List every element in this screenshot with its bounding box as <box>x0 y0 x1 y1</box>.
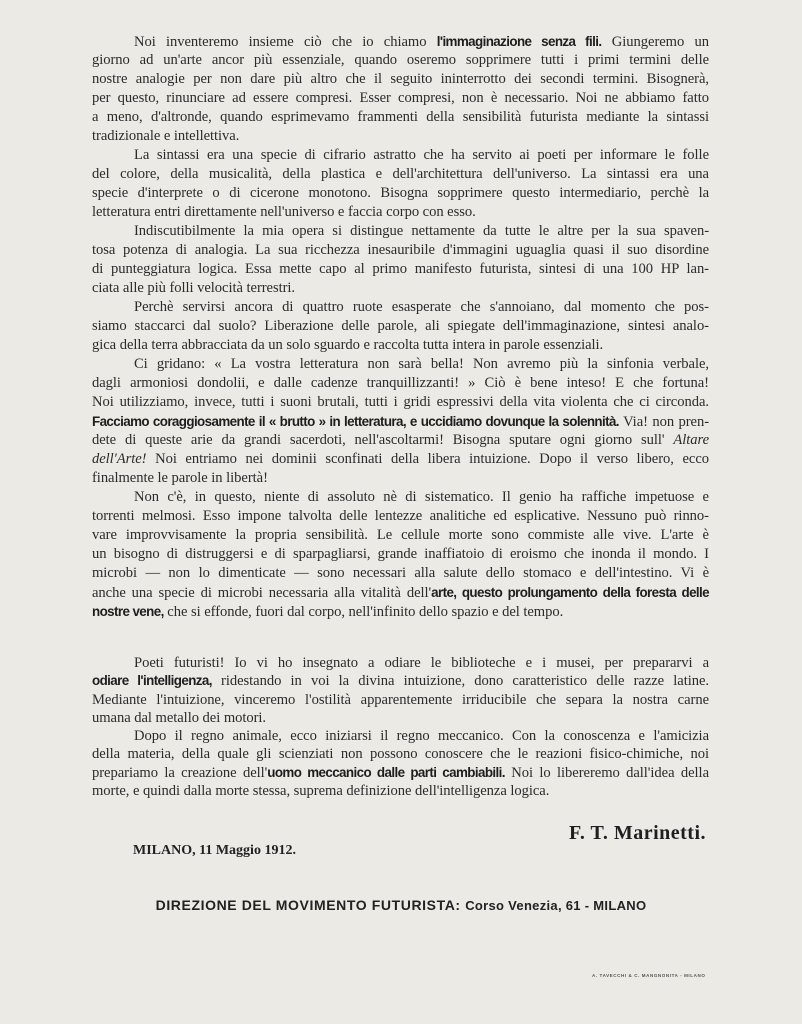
text-line <box>92 727 709 745</box>
text-segment: siamo staccarci dal suolo? Liberazione delle parole, ali spiegate dell'immaginazione, sintesi analo- <box>92 318 709 334</box>
text-line <box>92 507 709 526</box>
text-line <box>92 709 709 727</box>
direction-label: DIREZIONE DEL MOVIMENTO FUTURISTA: <box>155 897 461 913</box>
text-segment: Mediante l'intuizione, vinceremo l'ostilità apparentemente irriducibile che separa la nostra carne <box>92 691 709 708</box>
text-segment: anche una specie di microbi necessaria alla vitalità dell' <box>92 585 432 601</box>
italic-emphasis: dell'Arte! <box>92 451 147 467</box>
text-line <box>92 431 709 450</box>
text-segment: Indiscutibilmente la mia opera si distingue nettamente da tutte le altre per la sua spaven- <box>134 223 709 239</box>
manifesto-body-part-1 <box>92 32 709 621</box>
manifesto-body-part-2 <box>92 654 709 800</box>
text-segment: Noi utilizziamo, invece, tutti i suoni brutali, tutti i gridi espressivi della vita violenta che ci circonda. <box>92 394 709 410</box>
text-line <box>92 165 709 184</box>
text-line <box>92 764 709 782</box>
paragraph <box>92 146 709 222</box>
text-line <box>92 355 709 374</box>
text-segment: Via! non pren- <box>618 414 710 430</box>
author-signature: F. T. Marinetti. <box>568 822 706 844</box>
text-line <box>92 672 709 690</box>
text-segment: La sintassi era una specie di cifrario astratto che ha servito ai poeti per informare le folle <box>134 147 709 163</box>
text-segment: Ci gridano: « La vostra letteratura non sarà bella! Non avremo più la sinfonia verbale, <box>134 356 709 372</box>
text-line <box>92 108 709 127</box>
text-segment: vare improvvisamente la propria sensibilità. Le cellule morte sono commiste alle vive. L'arte è <box>92 527 709 543</box>
paragraph <box>92 298 709 355</box>
bold-emphasis: arte, questo prolungamento della foresta delle <box>431 585 709 600</box>
text-line <box>92 691 709 709</box>
text-segment: dagli armoniosi dondolii, e dalle cadenze tranquillizzanti! » Ciò è bene inteso! E che fortuna! <box>92 375 709 391</box>
text-segment: dete di queste arie da grandi sacerdoti, nell'ascoltarmi! Bisogna sputare ogni giorno sull' <box>92 432 674 448</box>
text-line <box>92 184 709 203</box>
text-segment: prepariamo la creazione dell' <box>92 764 268 781</box>
text-segment: torrenti melmosi. Esso impone talvolta delle lentezze analitiche ed esplicative. Nessuno può rinno- <box>92 508 709 524</box>
text-line <box>92 146 709 165</box>
paragraph <box>92 654 709 727</box>
text-segment: della materia, della quale gli scienziati non possono conoscere che le reazioni fisico-chimiche, noi <box>92 746 709 763</box>
text-segment: Giungeremo un <box>601 34 709 50</box>
text-segment: Dopo il regno animale, ecco iniziarsi il regno meccanico. Con la conoscenza e l'amicizia <box>134 728 709 745</box>
direction-street: Corso Venezia, 61 - MILANO <box>465 898 647 913</box>
direction-address <box>0 897 802 913</box>
bold-emphasis: uomo meccanico dalle parti cambiabili. <box>267 764 505 780</box>
text-line <box>92 70 709 89</box>
text-segment: morte, e quindi dalla morte stessa, suprema definizione dell'intelligenza logica. <box>92 783 550 800</box>
bold-emphasis: l'immaginazione senza fili. <box>436 34 602 49</box>
text-line <box>92 127 709 146</box>
text-segment: giorno ad un'arte ancor più essenziale, quando oseremo sopprimere tutti i primi termini delle <box>92 52 709 68</box>
paragraph <box>92 727 709 800</box>
text-line <box>92 89 709 108</box>
text-segment: un bisogno di distruggersi e di sparpagliarsi, grande inaffiatoio di eroismo che inonda il mondo. I <box>92 546 709 562</box>
text-line <box>92 545 709 564</box>
text-line <box>92 241 709 260</box>
text-line <box>92 32 709 51</box>
text-segment: tradizionale e intellettiva. <box>92 128 240 144</box>
text-line <box>92 317 709 336</box>
text-segment: Perchè servirsi ancora di quattro ruote esasperate che s'annoiano, dal momento che pos- <box>134 299 709 315</box>
bold-emphasis: Facciamo coraggiosamente il « brutto » in letteratura, e uccidiamo dovunque la solennità. <box>92 414 619 429</box>
bold-emphasis: odiare l'intelligenza, <box>92 673 212 689</box>
text-segment: letteratura entri direttamente nell'universo e faccia corpo con esso. <box>92 204 476 220</box>
text-segment: umana dal metallo dei motori. <box>92 709 267 726</box>
text-segment: Noi entriamo nei dominii sconfinati della libera intuizione. Dopo il verso libero, ecco <box>146 451 709 467</box>
text-line <box>92 782 709 800</box>
text-segment: di punteggiatura logica. Essa mette capo al primo manifesto futurista, sintesi di una 100 HP lan- <box>92 261 709 277</box>
text-segment: Noi lo libereremo dall'idea della <box>504 764 709 781</box>
text-segment: a meno, d'altronde, quando esprimevamo frammenti della sensibilità futurista mediante la sintassi <box>92 109 709 125</box>
text-segment: del colore, della musicalità, della plastica e dell'architettura dell'universo. La sintassi era una <box>92 166 709 182</box>
text-segment: Non c'è, in questo, niente di assoluto nè di sistematico. Il genio ha raffiche impetuose e <box>134 489 709 505</box>
place-date: MILANO, 11 Maggio 1912. <box>133 843 296 858</box>
text-segment: gica della terra abbracciata da un solo sguardo e raccolta tutta intera in parole essenziali. <box>92 337 604 353</box>
paragraph <box>92 355 709 488</box>
text-line <box>92 336 709 355</box>
text-line <box>92 564 709 583</box>
text-line <box>92 526 709 545</box>
text-line <box>92 374 709 393</box>
text-line <box>92 203 709 222</box>
text-segment: tosa potenza di analogia. La sua ricchezza inesauribile d'immagini uguaglia quasi il suo disordine <box>92 242 709 258</box>
text-segment: che si effonde, fuori dal corpo, nell'infinito dello spazio e del tempo. <box>163 604 564 620</box>
text-segment: ciata alle più folli velocità terrestri. <box>92 280 296 296</box>
text-line <box>92 654 709 672</box>
text-line <box>92 488 709 507</box>
bold-emphasis: nostre vene, <box>92 604 164 619</box>
text-line <box>92 51 709 70</box>
text-segment: finalmente le parole in libertà! <box>92 470 268 486</box>
text-segment: microbi — non lo dimenticate — sono necessari alla salute dello stomaco e dell'intestino. Vi è <box>92 565 709 581</box>
text-line <box>92 393 709 412</box>
text-line <box>92 450 709 469</box>
text-line <box>92 602 709 621</box>
paragraph <box>92 488 709 621</box>
paragraph <box>92 222 709 298</box>
text-line <box>92 745 709 763</box>
text-line <box>92 469 709 488</box>
text-segment: Noi inventeremo insieme ciò che io chiamo <box>134 34 437 50</box>
text-segment: nostre analogie per non dare più altro che il seguito ininterrotto dei secondi termini. Bisognerà, <box>92 71 709 87</box>
text-line <box>92 412 709 431</box>
printer-imprint: A. TAVECCHI & C. MANGNONITA - MILANO <box>592 973 706 978</box>
text-line <box>92 222 709 241</box>
text-line <box>92 279 709 298</box>
text-line <box>92 260 709 279</box>
text-segment: specie d'interprete o di cicerone monotono. Bisogna sopprimere questo intermediario, perchè la <box>92 185 709 201</box>
text-segment: ridestando in voi la divina intuizione, dono caratteristico delle razze latine. <box>211 673 709 690</box>
text-segment: Poeti futuristi! Io vi ho insegnato a odiare le biblioteche e i musei, per prepararvi a <box>134 655 709 671</box>
paragraph <box>92 32 709 146</box>
text-line <box>92 583 709 602</box>
text-line <box>92 298 709 317</box>
text-segment: per questo, rinunciare ad essere compresi. Esser compresi, non è necessario. Noi ne abbiamo fatto <box>92 90 709 106</box>
italic-emphasis: Altare <box>673 432 709 448</box>
